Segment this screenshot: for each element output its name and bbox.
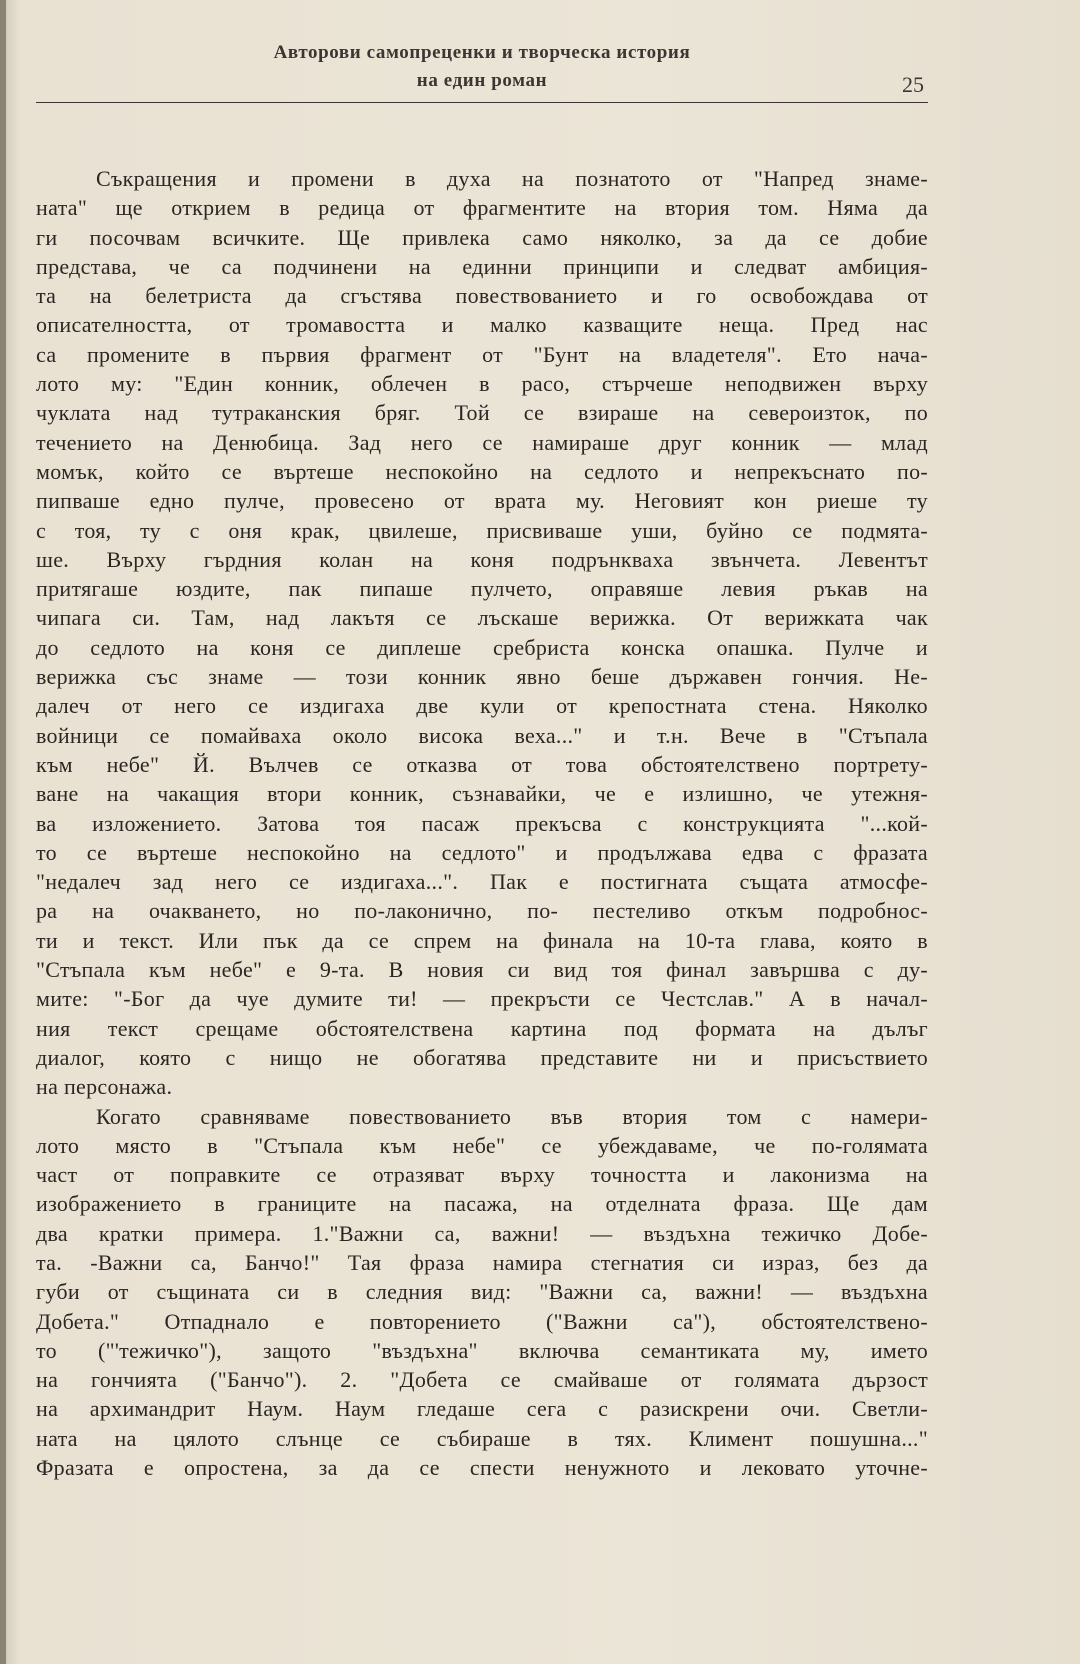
- text-line: изображението в границите на пасажа, на отделната фраза. Ще дам: [36, 1191, 928, 1217]
- text-line: то ("'тежичко"), защото "въздъхна" включва семантиката му, името: [36, 1337, 928, 1363]
- text-line: губи от същината си в следния вид: "Важни са, важни! — въздъхна: [36, 1279, 928, 1305]
- page-number: 25: [902, 72, 924, 97]
- text-line: диалог, която с нищо не обогатява представите ни и присъствието: [36, 1044, 928, 1070]
- text-line: момък, който се въртеше неспокойно на седлото и непрекъснато по-: [36, 458, 928, 484]
- text-line: та на белетриста да сгъстява повествованието и го освобождава от: [36, 283, 928, 309]
- text-line: "Стъпала към небе" е 9-та. В новия си вид тоя финал завършва с ду-: [36, 957, 928, 983]
- text-line: част от поправките се отразяват върху точността и лаконизма на: [36, 1162, 928, 1188]
- text-line: ти и текст. Или пък да се спрем на финала на 10-та глава, която в: [36, 927, 928, 953]
- text-line: то се въртеше неспокойно на седлото" и продължава едва с фразата: [36, 839, 928, 865]
- text-line: ване на чакащия втори конник, съзнавайки, че е излишно, че утежня-: [36, 781, 928, 807]
- text-line: до седлото на коня се диплеше сребриста конска опашка. Пулче и: [36, 634, 928, 660]
- text-line: верижка със знаме — този конник явно беше държавен гончия. Не-: [36, 664, 928, 690]
- text-line: течението на Денюбица. Зад него се намираше друг конник — млад: [36, 429, 928, 455]
- text-line: ги посочвам всичките. Ще привлека само няколко, за да се добие: [36, 224, 928, 250]
- text-line: притягаше юздите, пак пипаше пулчето, оправяше левия ръкав на: [36, 576, 928, 602]
- text-line: ше. Върху гърдния колан на коня подрънкваха звънчета. Левентът: [36, 546, 928, 572]
- text-line: лото му: "Един конник, облечен в расо, стърчеше неподвижен върху: [36, 371, 928, 397]
- text-line: ната на цялото слънце се събираше в тях. Климент пошушна...": [36, 1425, 928, 1451]
- text-line: далеч от него се издигаха две кули от крепостната стена. Няколко: [36, 693, 928, 719]
- binding-edge: [0, 0, 6, 1664]
- text-line: представа, че са подчинени на единни принципи и следват амбиция-: [36, 253, 928, 279]
- text-line: чуклата над тутраканския бряг. Той се взираше на североизток, по: [36, 400, 928, 426]
- text-line: към небе" Й. Вълчев се отказва от това обстоятелствено портрету-: [36, 751, 928, 777]
- text-line: Когато сравняваме повествованието във втория том с намери-: [96, 1103, 928, 1129]
- header-title-line-1: Авторови самопреценки и творческа история: [273, 42, 691, 63]
- running-header: [36, 40, 928, 103]
- text-line: "недалеч зад него се издигаха...". Пак е постигната същата атмосфе-: [36, 869, 928, 895]
- text-line: с тоя, ту с оня крак, цвилеше, присвиваше уши, буйно се подмята-: [36, 517, 928, 543]
- text-line: два кратки примера. 1."Важни са, важни! — въздъхна тежичко Добе-: [36, 1220, 928, 1246]
- text-line: са промените в първия фрагмент от "Бунт на владетеля". Ето нача-: [36, 341, 928, 367]
- text-line: войници се помайваха около висока веха..." и т.н. Вече в "Стъпала: [36, 722, 928, 748]
- text-line: мите: "-Бог да чуе думите ти! — прекръсти се Честслав." А в начал-: [36, 986, 928, 1012]
- text-line: на архимандрит Наум. Наум гледаше сега с разискрени очи. Светли-: [36, 1396, 928, 1422]
- text-line: та. -Важни са, Банчо!" Тая фраза намира стегнатия си израз, без да: [36, 1249, 928, 1275]
- text-line: чипага си. Там, над лакътя се лъскаше верижка. От верижката чак: [36, 605, 928, 631]
- text-line: ра на очакването, но по-лаконично, по- пестеливо откъм подробнос-: [36, 898, 928, 924]
- body-text: [36, 164, 928, 1482]
- text-line: Фразата е опростена, за да се спести ненужното и лековато уточне-: [36, 1455, 928, 1481]
- text-line: пипваше едно пулче, провесено от врата му. Неговият кон риеше ту: [36, 488, 928, 514]
- text-line: на гончията ("Банчо"). 2. "Добета се смайваше от голямата дързост: [36, 1367, 928, 1393]
- text-line: ния текст срещаме обстоятелствена картина под формата на дълъг: [36, 1015, 928, 1041]
- header-title-line-2: на един роман: [416, 70, 548, 91]
- text-line: Съкращения и промени в духа на познатото от "Напред знаме-: [96, 166, 928, 191]
- text-line: Добета." Отпаднало е повторението ("Важни са"), обстоятелствено-: [36, 1308, 928, 1334]
- text-line: описателността, от тромавостта и малко казващите неща. Пред нас: [36, 312, 928, 338]
- text-line: ва изложението. Затова тоя пасаж прекъсва с конструкцията "...кой-: [36, 810, 928, 836]
- text-line: лото място в "Стъпала към небе" се убеждаваме, че по-голямата: [36, 1132, 928, 1158]
- text-line: ната" ще открием в редица от фрагментите на втория том. Няма да: [36, 195, 928, 221]
- text-line: на персонажа.: [36, 1074, 173, 1100]
